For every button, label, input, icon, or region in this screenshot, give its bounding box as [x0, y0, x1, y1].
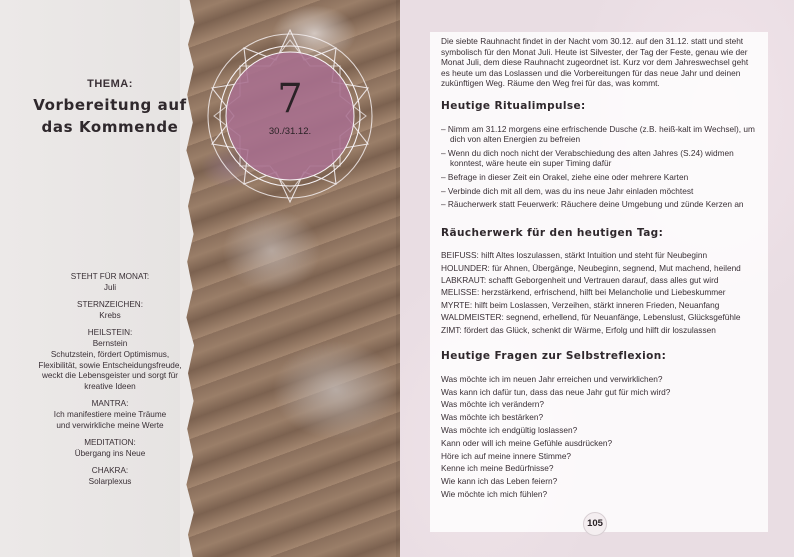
info-label: STERNZEICHEN:: [77, 300, 143, 310]
info-healing-stone: [20, 328, 200, 393]
night-date: 30./31.12.: [268, 126, 312, 137]
info-zodiac: [20, 300, 200, 322]
list-item: Was kann ich dafür tun, dass das neue Jahr gut für mich wird?: [441, 386, 671, 397]
info-chakra: [20, 466, 200, 488]
info-meditation: [20, 438, 200, 460]
questions-title: Heutige Fragen zur Selbstreflexion:: [441, 350, 667, 363]
intro-paragraph: Die siebte Rauhnacht findet in der Nacht vom 30.12. auf den 31.12. statt und steht symbolisch für den Monat Juli. Heute ist Silvester, der Tag der Feste, genau wie der Monat Juli, dem diese Rauhnacht zugeordnet ist. Kurz vor dem Jahreswechsel geht es heute um das Loslassen und die Vorbereitungen für das neue Jahr und deinen zukünftigen Weg. Räume den Weg frei für das, was kommt.: [441, 36, 749, 89]
theme-label: THEMA:: [87, 78, 133, 90]
right-content: [441, 36, 759, 502]
list-item: Was möchte ich bestärken?: [441, 412, 544, 423]
list-item: – Befrage in dieser Zeit ein Orakel, ziehe eine oder mehrere Karten: [441, 171, 689, 182]
info-mantra: [20, 399, 200, 431]
info-value: Ich manifestiere meine Träume und verwirkliche meine Werte: [53, 410, 167, 431]
info-list: [20, 272, 200, 495]
info-label: CHAKRA:: [91, 466, 129, 476]
list-item: – Nimm am 31.12 morgens eine erfrischende Dusche (z.B. heiß-kalt im Wechsel), um dich von alten Energien zu befreien: [441, 123, 755, 145]
list-item: Kann oder will ich meine Gefühle ausdrücken?: [441, 437, 613, 448]
list-item: Was möchte ich im neuen Jahr erreichen und verwirklichen?: [441, 373, 663, 384]
info-value: Übergang ins Neue: [74, 449, 146, 459]
list-item: WALDMEISTER: segnend, erhellend, für Neuanfänge, Lebenslust, Glücksgefühle: [441, 312, 741, 323]
list-item: Was möchte ich verändern?: [441, 399, 544, 410]
herb-list: [441, 250, 759, 335]
ritual-list: [441, 124, 759, 210]
info-value: Bernstein Schutzstein, fördert Optimismus, Flexibilität, sowie Entscheidungsfreude, weckt die Lebensgeister und sorgt für kreative Ideen: [38, 338, 182, 392]
list-item: Höre ich auf meine innere Stimme?: [441, 450, 572, 461]
herbs-title: Räucherwerk für den heutigen Tag:: [441, 226, 664, 239]
question-list: [441, 374, 759, 500]
list-item: – Wenn du dich noch nicht der Verabschiedung des alten Jahres (S.24) widmen konntest, wäre heute ein super Timing dafür: [441, 147, 734, 169]
theme-title-line1: Vorbereitung auf: [33, 96, 187, 114]
theme-title: [30, 94, 190, 138]
info-value: Juli: [103, 282, 117, 292]
info-label: MANTRA:: [91, 399, 129, 409]
list-item: ZIMT: fördert das Glück, schenkt dir Wärme, Erfolg und hilft dir loszulassen: [441, 324, 716, 335]
theme-title-line2: das Kommende: [41, 118, 179, 136]
info-label: MEDITATION:: [84, 438, 136, 448]
info-label: HEILSTEIN:: [87, 328, 133, 338]
list-item: Kenne ich meine Bedürfnisse?: [441, 463, 554, 474]
list-item: BEIFUSS: hilft Altes loszulassen, stärkt Intuition und steht für Neubeginn: [441, 250, 708, 261]
list-item: – Verbinde dich mit all dem, was du ins neue Jahr einladen möchtest: [441, 185, 694, 196]
rituals-title: Heutige Ritualimpulse:: [441, 99, 586, 112]
night-medallion: [200, 26, 380, 206]
list-item: LABKRAUT: schafft Geborgenheit und Vertrauen darauf, dass alles gut wird: [441, 275, 719, 286]
list-item: Wie kann ich das Leben feiern?: [441, 476, 558, 487]
night-number: 7: [277, 76, 303, 122]
list-item: – Räucherwerk statt Feuerwerk: Räuchere deine Umgebung und zünde Kerzen an: [441, 199, 744, 210]
list-item: MELISSE: herzstärkend, erfrischend, hilft bei Melancholie und Liebeskummer: [441, 287, 726, 298]
info-label: STEHT FÜR MONAT:: [70, 272, 150, 281]
list-item: MYRTE: hilft beim Loslassen, Verzeihen, stärkt inneren Frieden, Neuanfang: [441, 299, 720, 310]
info-value: Solarplexus: [88, 477, 132, 487]
list-item: Was möchte ich endgültig loslassen?: [441, 424, 578, 435]
info-value: Krebs: [99, 310, 121, 320]
list-item: Wie möchte ich mich fühlen?: [441, 488, 548, 499]
theme-block: [30, 78, 190, 138]
list-item: HOLUNDER: für Ahnen, Übergänge, Neubeginn, segnend, Mut machend, heilend: [441, 262, 741, 273]
info-month: [20, 272, 200, 294]
page-number: 105: [583, 512, 607, 536]
